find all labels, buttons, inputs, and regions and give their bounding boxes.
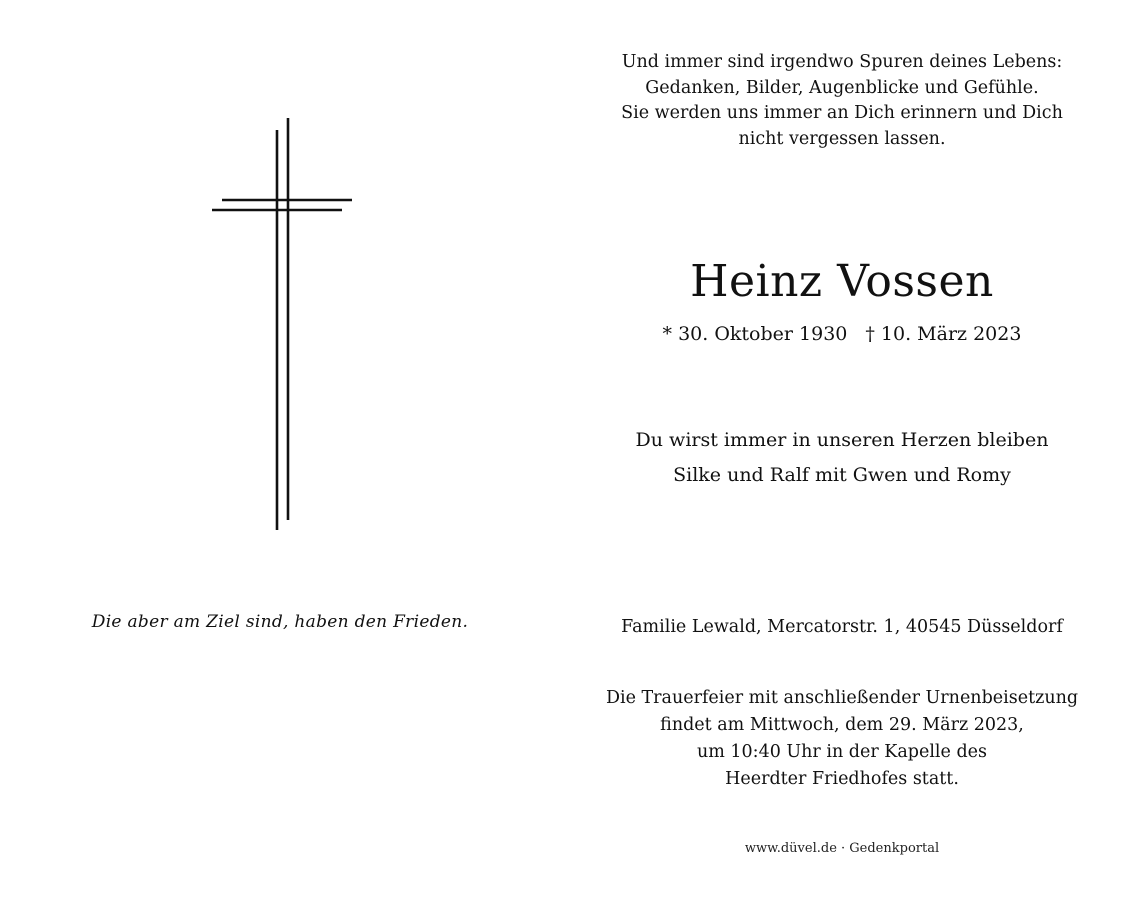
motto-text: Die aber am Ziel sind, haben den Frieden.: [91, 612, 469, 632]
poem-line: Sie werden uns immer an Dich erinnern und Dich: [621, 103, 1063, 123]
service-line: Heerdter Friedhofes statt.: [725, 769, 959, 789]
right-panel: [560, 0, 1124, 900]
service-line: Die Trauerfeier mit anschließender Urnenbeisetzung: [605, 688, 1079, 708]
mourners: Silke und Ralf mit Gwen und Romy: [673, 464, 1011, 486]
birth-date: * 30. Oktober 1930: [662, 323, 848, 345]
deceased-name: Heinz Vossen: [690, 256, 994, 307]
service-line: findet am Mittwoch, dem 29. März 2023,: [660, 715, 1024, 735]
left-panel: [0, 0, 560, 900]
poem-line: Und immer sind irgendwo Spuren deines Lebens:: [621, 52, 1063, 72]
family-address: Familie Lewald, Mercatorstr. 1, 40545 Düsseldorf: [621, 617, 1063, 637]
death-date: † 10. März 2023: [865, 323, 1022, 345]
poem: [560, 50, 1124, 152]
farewell: [560, 423, 1124, 493]
service-line: um 10:40 Uhr in der Kapelle des: [696, 742, 987, 762]
poem-line: nicht vergessen lassen.: [738, 128, 946, 149]
farewell-line: Du wirst immer in unseren Herzen bleiben: [635, 429, 1049, 451]
service-details: [560, 685, 1124, 793]
life-dates: [560, 321, 1124, 347]
footer-link[interactable]: www.düvel.de · Gedenkportal: [744, 841, 940, 856]
poem-line: Gedanken, Bilder, Augenblicke und Gefühle.: [645, 77, 1039, 98]
cross-icon: [200, 110, 360, 540]
